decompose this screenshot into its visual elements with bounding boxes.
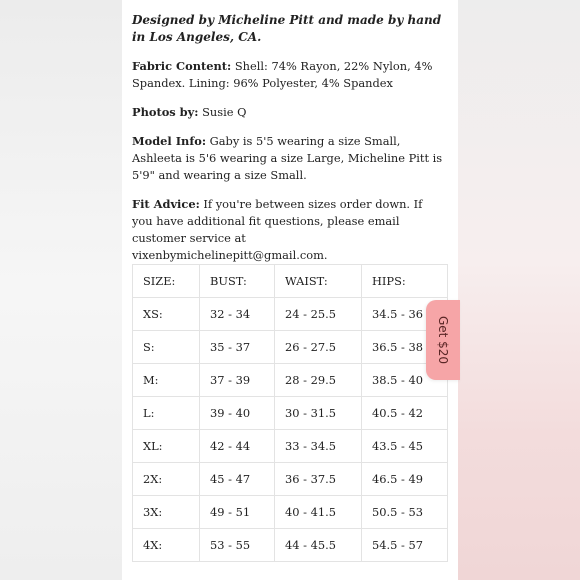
table-row bbox=[133, 331, 448, 364]
cell-hips: 46.5 - 49 bbox=[362, 463, 448, 496]
cell-waist: 24 - 25.5 bbox=[275, 298, 362, 331]
background-right bbox=[458, 0, 580, 580]
model-info bbox=[132, 133, 444, 184]
cell-waist: 44 - 45.5 bbox=[275, 529, 362, 562]
fabric-label: Fabric Content: bbox=[132, 59, 232, 73]
fabric-text: Shell: 74% Rayon, 22% Nylon, 4% Spandex. Lining: 96% Polyester, 4% Spandex bbox=[132, 59, 433, 90]
cell-waist: 28 - 29.5 bbox=[275, 364, 362, 397]
cell-hips: 54.5 - 57 bbox=[362, 529, 448, 562]
background-left bbox=[0, 0, 122, 580]
fabric-content bbox=[132, 58, 444, 92]
table-row bbox=[133, 364, 448, 397]
cell-waist: 26 - 27.5 bbox=[275, 331, 362, 364]
cell-bust: 42 - 44 bbox=[200, 430, 275, 463]
fit-text: If you're between sizes order down. If you have additional fit questions, please email customer service at vixenbymichelinepitt@gmail.com. bbox=[132, 197, 423, 262]
fit-advice bbox=[132, 196, 444, 264]
cell-hips: 36.5 - 38 bbox=[362, 331, 448, 364]
cell-hips: 34.5 - 36 bbox=[362, 298, 448, 331]
model-text: Gaby is 5'5 wearing a size Small, Ashleeta is 5'6 wearing a size Large, Micheline Pitt is 5'9" and wearing a size Small. bbox=[132, 134, 443, 182]
cell-size: 2X: bbox=[133, 463, 200, 496]
header-waist: WAIST: bbox=[275, 265, 362, 298]
cell-size: 4X: bbox=[133, 529, 200, 562]
header-hips: HIPS: bbox=[362, 265, 448, 298]
model-label: Model Info: bbox=[132, 134, 207, 148]
header-bust: BUST: bbox=[200, 265, 275, 298]
cell-bust: 37 - 39 bbox=[200, 364, 275, 397]
table-row bbox=[133, 496, 448, 529]
fit-label: Fit Advice: bbox=[132, 197, 200, 211]
cell-bust: 35 - 37 bbox=[200, 331, 275, 364]
cell-waist: 36 - 37.5 bbox=[275, 463, 362, 496]
designer-intro: Designed by Micheline Pitt and made by hand in Los Angeles, CA. bbox=[132, 13, 442, 44]
cell-bust: 32 - 34 bbox=[200, 298, 275, 331]
photos-credit bbox=[132, 104, 444, 121]
promo-label: Get $20 bbox=[436, 315, 451, 365]
photos-label: Photos by: bbox=[132, 105, 199, 119]
cell-size: XL: bbox=[133, 430, 200, 463]
cell-waist: 30 - 31.5 bbox=[275, 397, 362, 430]
cell-bust: 53 - 55 bbox=[200, 529, 275, 562]
cell-bust: 39 - 40 bbox=[200, 397, 275, 430]
table-row bbox=[133, 529, 448, 562]
cell-hips: 43.5 - 45 bbox=[362, 430, 448, 463]
cell-hips: 50.5 - 53 bbox=[362, 496, 448, 529]
cell-size: S: bbox=[133, 331, 200, 364]
table-row bbox=[133, 397, 448, 430]
cell-bust: 45 - 47 bbox=[200, 463, 275, 496]
size-chart-body bbox=[133, 265, 451, 562]
cell-bust: 49 - 51 bbox=[200, 496, 275, 529]
cell-waist: 40 - 41.5 bbox=[275, 496, 362, 529]
cell-size: XS: bbox=[133, 298, 200, 331]
size-chart-header-row bbox=[133, 265, 448, 298]
cell-size: M: bbox=[133, 364, 200, 397]
get-20-promo-tab[interactable] bbox=[426, 300, 460, 380]
header-size: SIZE: bbox=[133, 265, 200, 298]
table-row bbox=[133, 430, 448, 463]
cell-size: 3X: bbox=[133, 496, 200, 529]
table-row bbox=[133, 463, 448, 496]
photos-text: Susie Q bbox=[198, 105, 247, 119]
size-chart-table bbox=[132, 264, 451, 562]
cell-size: L: bbox=[133, 397, 200, 430]
cell-hips: 38.5 - 40 bbox=[362, 364, 448, 397]
table-row bbox=[133, 298, 448, 331]
cell-waist: 33 - 34.5 bbox=[275, 430, 362, 463]
cell-hips: 40.5 - 42 bbox=[362, 397, 448, 430]
description-content bbox=[132, 12, 444, 276]
